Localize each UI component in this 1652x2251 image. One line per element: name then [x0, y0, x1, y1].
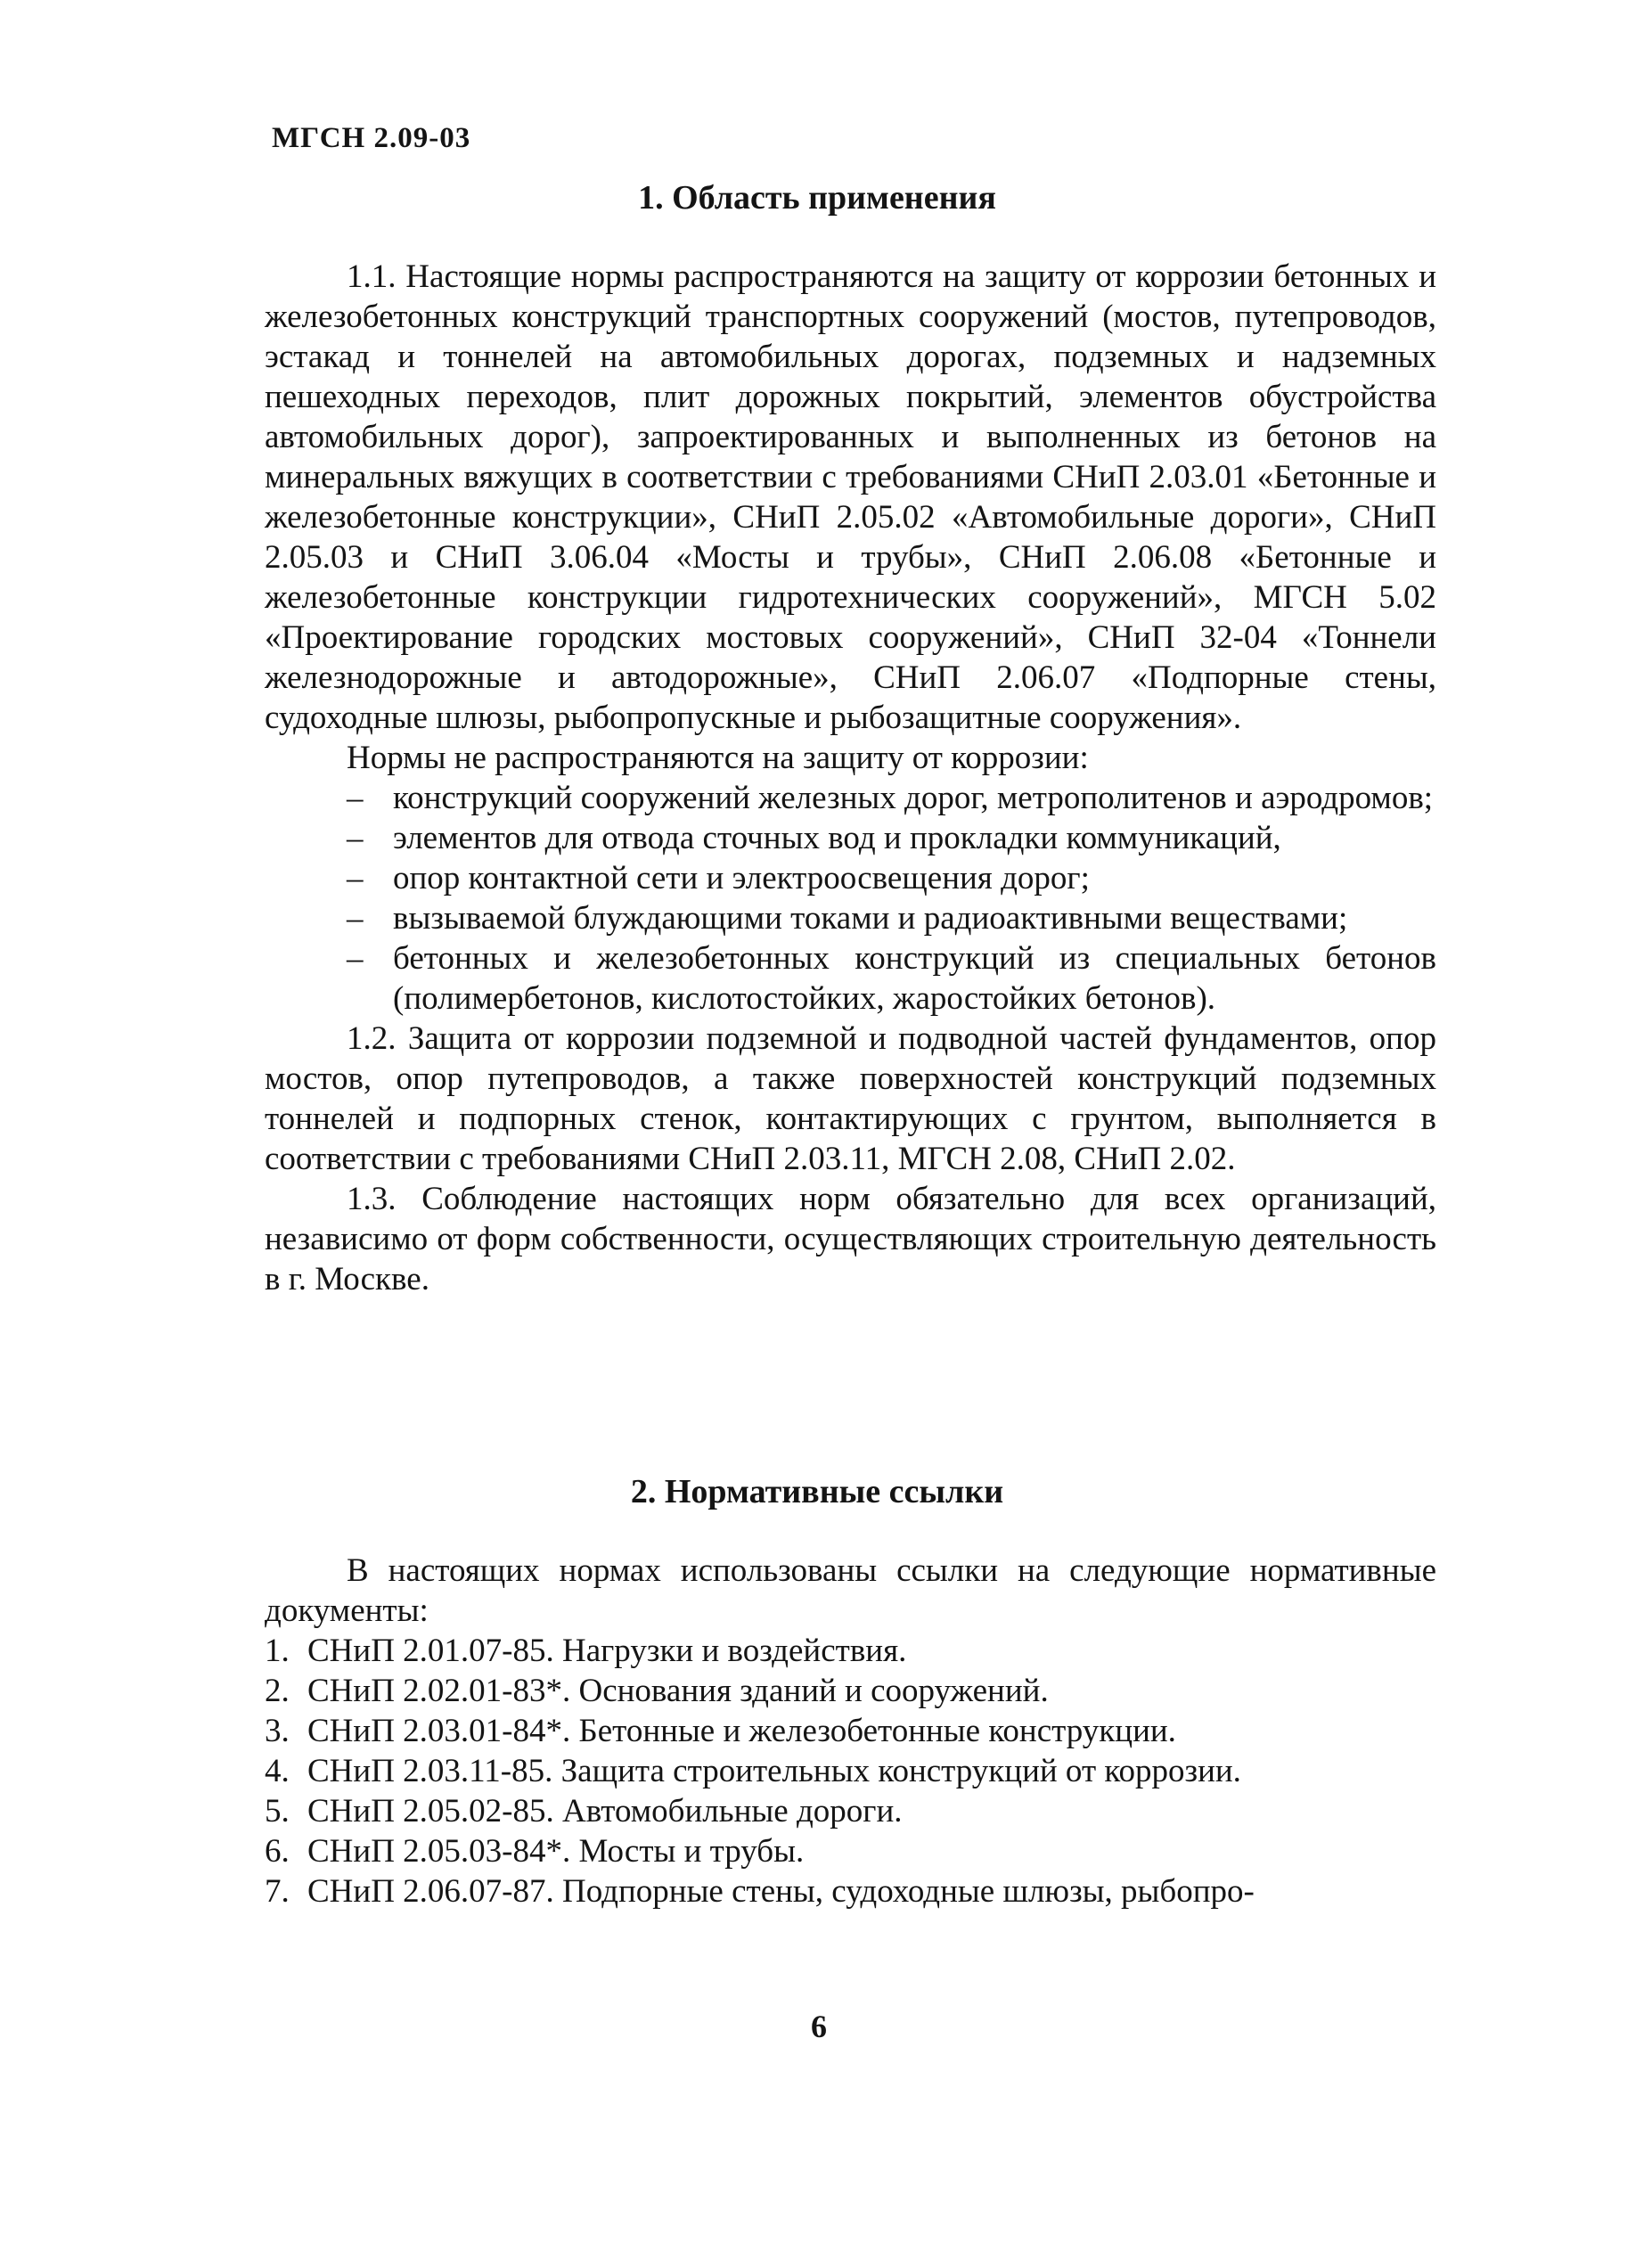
list-item: – бетонных и железобетонных конструкций из специальных бетонов (полимербетонов, кислотостойких, жаростойких бетонов).	[347, 940, 1436, 1017]
list-item: 6. СНиП 2.05.03-84*. Мосты и трубы.	[265, 1833, 805, 1870]
list-item: – конструкций сооружений железных дорог, метрополитенов и аэродромов;	[347, 780, 1434, 816]
references-list	[265, 1631, 1436, 1911]
section-1-body	[265, 257, 1436, 1299]
list-item: 2. СНиП 2.02.01-83*. Основания зданий и сооружений.	[265, 1673, 1049, 1709]
section-1-title: 1. Область применения	[638, 179, 996, 217]
paragraph-1-1: 1.1. Настоящие нормы распространяются на защиту от коррозии бетонных и железобетонных конструкций транспортных сооружений (мостов, путепроводов, эстакад и тоннелей на автомобильных дорогах, подземных и надземных пешеходных переходов, плит дорожных покрытий, элементов обустройства автомобильных дорог), запроектированных и выполненных из бетонов на минеральных вяжущих в соответствии с требованиями СНиП 2.03.01 «Бетонные и железобетонные конструкции», СНиП 2.05.02 «Автомобильные дороги», СНиП 2.05.03 и СНиП 3.06.04 «Мосты и трубы», СНиП 2.06.08 «Бетонные и железобетонные конструкции гидротехнических сооружений», МГСН 5.02 «Проектирование городских мостовых сооружений», СНиП 32-04 «Тоннели железнодорожные и автодорожные», СНиП 2.06.07 «Подпорные стены, судоходные шлюзы, рыбопропускные и рыбозащитные сооружения».	[265, 258, 1436, 736]
section-2-body	[265, 1551, 1436, 1911]
list-item: – опор контактной сети и электроосвещения дорог;	[347, 860, 1090, 896]
list-item: – вызываемой блуждающими токами и радиоактивными веществами;	[347, 900, 1348, 937]
paragraph-1-3: 1.3. Соблюдение настоящих норм обязательно для всех организаций, независимо от форм собственности, осуществляющих строительную деятельность в г. Москве.	[265, 1181, 1436, 1297]
list-item: 1. СНиП 2.01.07-85. Нагрузки и воздействия.	[265, 1633, 907, 1669]
paragraph-1-2: 1.2. Защита от коррозии подземной и подводной частей фундаментов, опор мостов, опор путепроводов, а также поверхностей конструкций подземных тоннелей и подпорных стенок, контактирующих с грунтом, выполняется в соответствии с требованиями СНиП 2.03.11, МГСН 2.08, СНиП 2.02.	[265, 1020, 1436, 1177]
list-item: 7. СНиП 2.06.07-87. Подпорные стены, судоходные шлюзы, рыбопро-	[265, 1873, 1255, 1910]
page-number: 6	[811, 2009, 827, 2044]
exclusions-intro: Нормы не распространяются на защиту от коррозии:	[347, 740, 1089, 776]
list-item: 5. СНиП 2.05.02-85. Автомобильные дороги.	[265, 1793, 903, 1829]
references-intro: В настоящих нормах использованы ссылки на следующие нормативные документы:	[265, 1552, 1436, 1629]
document-code: МГСН 2.09-03	[272, 122, 471, 154]
section-2-title: 2. Нормативные ссылки	[630, 1473, 1004, 1510]
list-item: 4. СНиП 2.03.11-85. Защита строительных конструкций от коррозии.	[265, 1753, 1241, 1789]
list-item: 3. СНиП 2.03.01-84*. Бетонные и железобетонные конструкции.	[265, 1713, 1176, 1749]
exclusions-list	[265, 778, 1436, 1019]
list-item: – элементов для отвода сточных вод и прокладки коммуникаций,	[347, 820, 1281, 856]
